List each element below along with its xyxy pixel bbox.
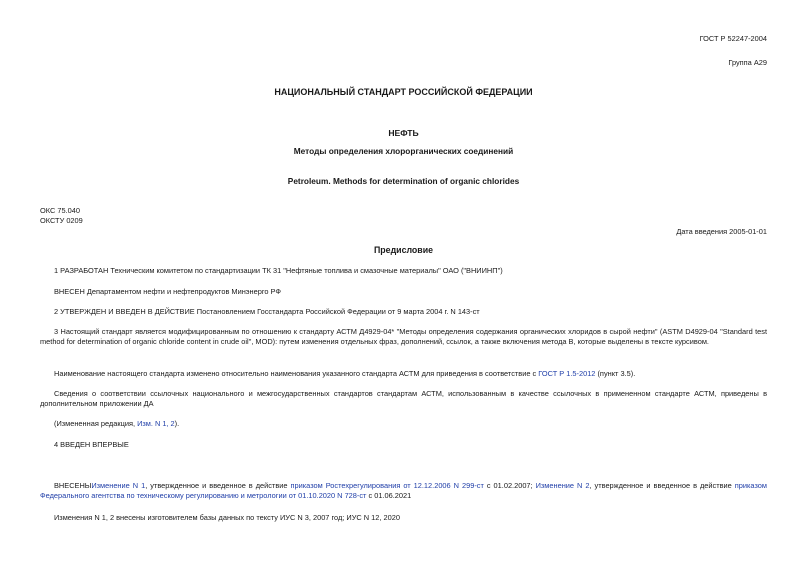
- preface-name-change: [40, 369, 767, 379]
- preface-submitted: ВНЕСЕН Департаментом нефти и нефтепродуктов Минэнерго РФ: [54, 287, 282, 296]
- standard-subtitle-ru: Методы определения хлорорганических соединений: [293, 146, 514, 156]
- revised-note-end: ).: [174, 419, 180, 428]
- preface-references: Сведения о соответствии ссылочных национального и межгосударственных стандартов стандартам АСТМ, использованным в качестве ссылочных в примененном стандарте АСТМ, приведены в дополнительном приложении ДА: [40, 389, 767, 409]
- preface-item-3: 3 Настоящий стандарт является модифицированным по отношению к стандарту АСТМ Д4929-04* "Методы определения содержания органических хлоридов в сырой нефти" (ASTM D4929-04 "Standard test method for determination of organic chloride content in crude oil", MOD): путем изменения отдельных фраз, дополнений, ссылок, а также включения метода В, которые выделены в тексте курсивом.: [40, 327, 767, 347]
- gost-number: ГОСТ Р 52247-2004: [699, 34, 767, 43]
- preface-item-4: 4 ВВЕДЕН ВПЕРВЫЕ: [54, 440, 129, 449]
- name-change-clause: (пункт 3.5).: [595, 369, 636, 378]
- amendment-1-text: , утвержденное и введенное в действие: [145, 481, 291, 490]
- revised-note-text: (Измененная редакция,: [54, 419, 138, 428]
- amendment-2-link[interactable]: Изменение N 2: [535, 481, 590, 490]
- amendment-1-date: с 01.02.2007;: [483, 481, 536, 490]
- okstu-code: ОКСТУ 0209: [40, 216, 83, 225]
- standard-title-oil: НЕФТЬ: [388, 128, 419, 138]
- standard-subtitle-en: Petroleum. Methods for determination of organic chlorides: [287, 176, 520, 186]
- amendments-link[interactable]: Изм. N 1, 2: [137, 419, 175, 428]
- order-2020-link[interactable]: приказом Федерального агентства по техническому регулированию и метрологии от 01.10.2020 N 728-ст: [40, 481, 767, 501]
- order-2006-link[interactable]: приказом Ростехрегулирования от 12.12.2006 N 299-ст: [290, 481, 484, 490]
- name-change-text: Наименование настоящего стандарта изменено относительно наименования указанного стандарта АСТМ для приведения в соответствие с: [54, 369, 539, 378]
- national-standard-title: НАЦИОНАЛЬНЫЙ СТАНДАРТ РОССИЙСКОЙ ФЕДЕРАЦИИ: [274, 87, 533, 97]
- amendment-2-text: , утвержденное и введенное в действие: [589, 481, 735, 490]
- preface-item-1: 1 РАЗРАБОТАН Техническим комитетом по стандартизации ТК 31 "Нефтяные топлива и смазочные материалы" ОАО ("ВНИИНП"): [54, 266, 503, 275]
- preface-revised-note: [40, 419, 767, 429]
- preface-item-2: 2 УТВЕРЖДЕН И ВВЕДЕН В ДЕЙСТВИЕ Постановлением Госстандарта Российской Федерации от 9 марта 2004 г. N 143-ст: [54, 307, 480, 316]
- preface-database-note: Изменения N 1, 2 внесены изготовителем базы данных по тексту ИУС N 3, 2007 год; ИУС N 12, 2020: [54, 513, 400, 522]
- preface-amendments: [40, 481, 767, 502]
- group-code: Группа А29: [728, 58, 767, 67]
- amendments-label: ВНЕСЕНЫ: [54, 481, 92, 490]
- amendment-2-date: с 01.06.2021: [366, 491, 412, 501]
- amendment-1-link[interactable]: Изменение N 1: [91, 481, 146, 490]
- gost-1-5-link[interactable]: ГОСТ Р 1.5-2012: [538, 369, 596, 378]
- preface-title: Предисловие: [373, 245, 434, 255]
- intro-date: Дата введения 2005-01-01: [676, 227, 767, 236]
- oks-code: ОКС 75.040: [40, 206, 80, 215]
